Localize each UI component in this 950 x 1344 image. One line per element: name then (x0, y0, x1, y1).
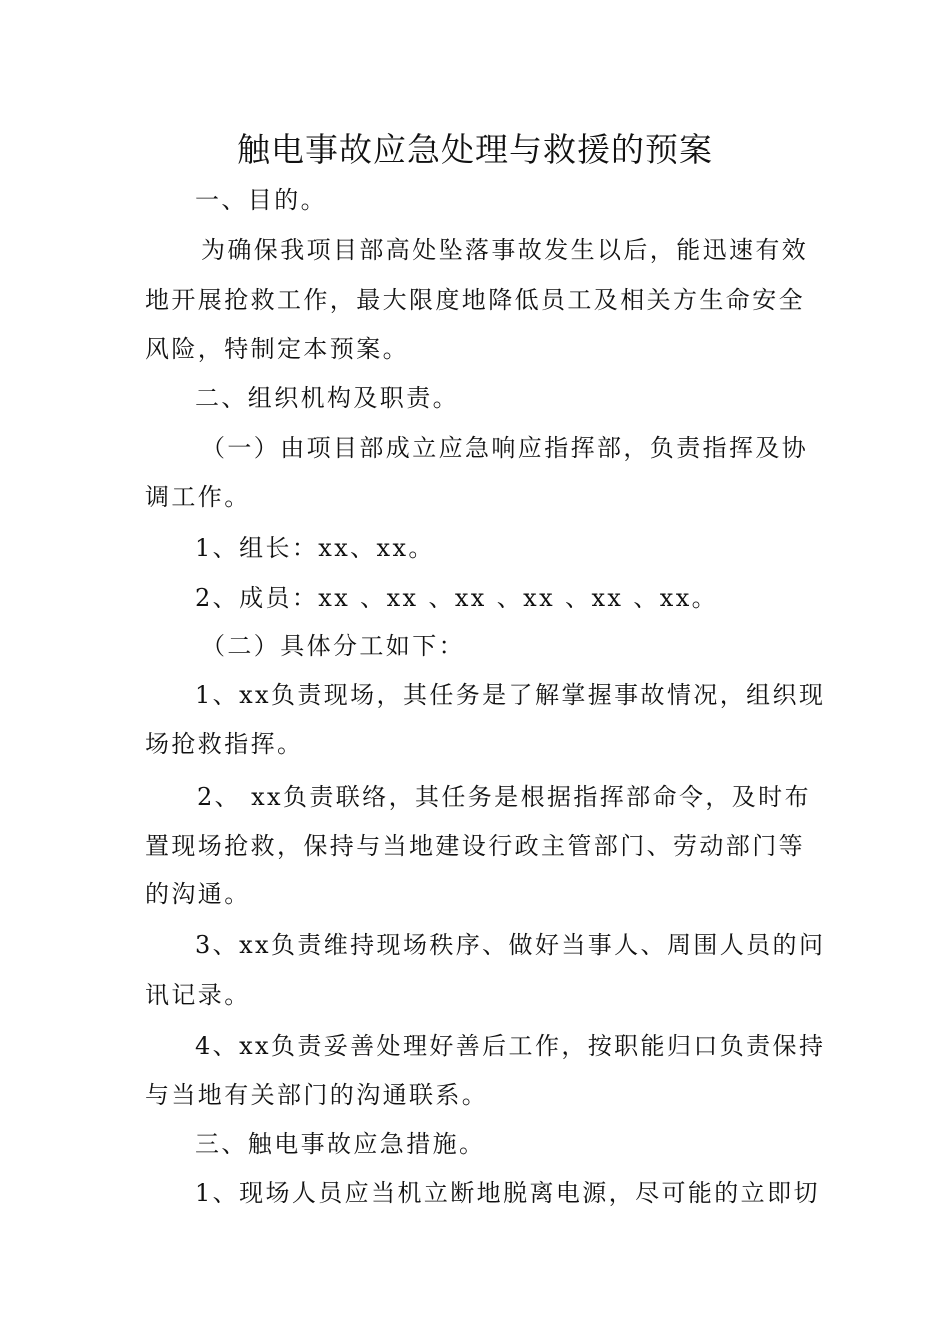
list-item: 2、 xx负责联络，其任务是根据指挥部命令，及时布 (197, 783, 811, 811)
paragraph-line: 的沟通。 (145, 880, 251, 908)
paragraph-line: 场抢救指挥。 (145, 730, 304, 758)
paragraph-line: （一）由项目部成立应急响应指挥部，负责指挥及协 (201, 434, 809, 462)
list-item: 1、现场人员应当机立断地脱离电源，尽可能的立即切 (195, 1179, 820, 1207)
list-item: 4、xx负责妥善处理好善后工作，按职能归口负责保持 (195, 1032, 826, 1060)
section-heading-organization: 二、组织机构及职责。 (195, 384, 459, 412)
section-heading-measures: 三、触电事故应急措施。 (195, 1130, 486, 1158)
list-item-leader: 1、组长：xx、xx。 (195, 534, 435, 562)
paragraph-line: 讯记录。 (145, 981, 251, 1009)
paragraph-line: 与当地有关部门的沟通联系。 (145, 1081, 489, 1109)
paragraph-line: 地开展抢救工作，最大限度地降低员工及相关方生命安全 (145, 286, 805, 314)
list-item: 1、xx负责现场，其任务是了解掌握事故情况，组织现 (195, 681, 826, 709)
list-item-members: 2、成员：xx 、xx 、xx 、xx 、xx 、xx。 (195, 584, 719, 612)
subsection-heading-division: （二）具体分工如下： (201, 632, 465, 660)
section-heading-purpose: 一、目的。 (195, 186, 327, 214)
document-title: 触电事故应急处理与救援的预案 (237, 130, 713, 169)
paragraph-line: 调工作。 (145, 483, 251, 511)
paragraph-line: 置现场抢救，保持与当地建设行政主管部门、劳动部门等 (145, 832, 805, 860)
paragraph-line: 为确保我项目部高处坠落事故发生以后，能迅速有效 (201, 236, 809, 264)
list-item: 3、xx负责维持现场秩序、做好当事人、周围人员的问 (195, 931, 826, 959)
paragraph-line: 风险，特制定本预案。 (145, 335, 409, 363)
